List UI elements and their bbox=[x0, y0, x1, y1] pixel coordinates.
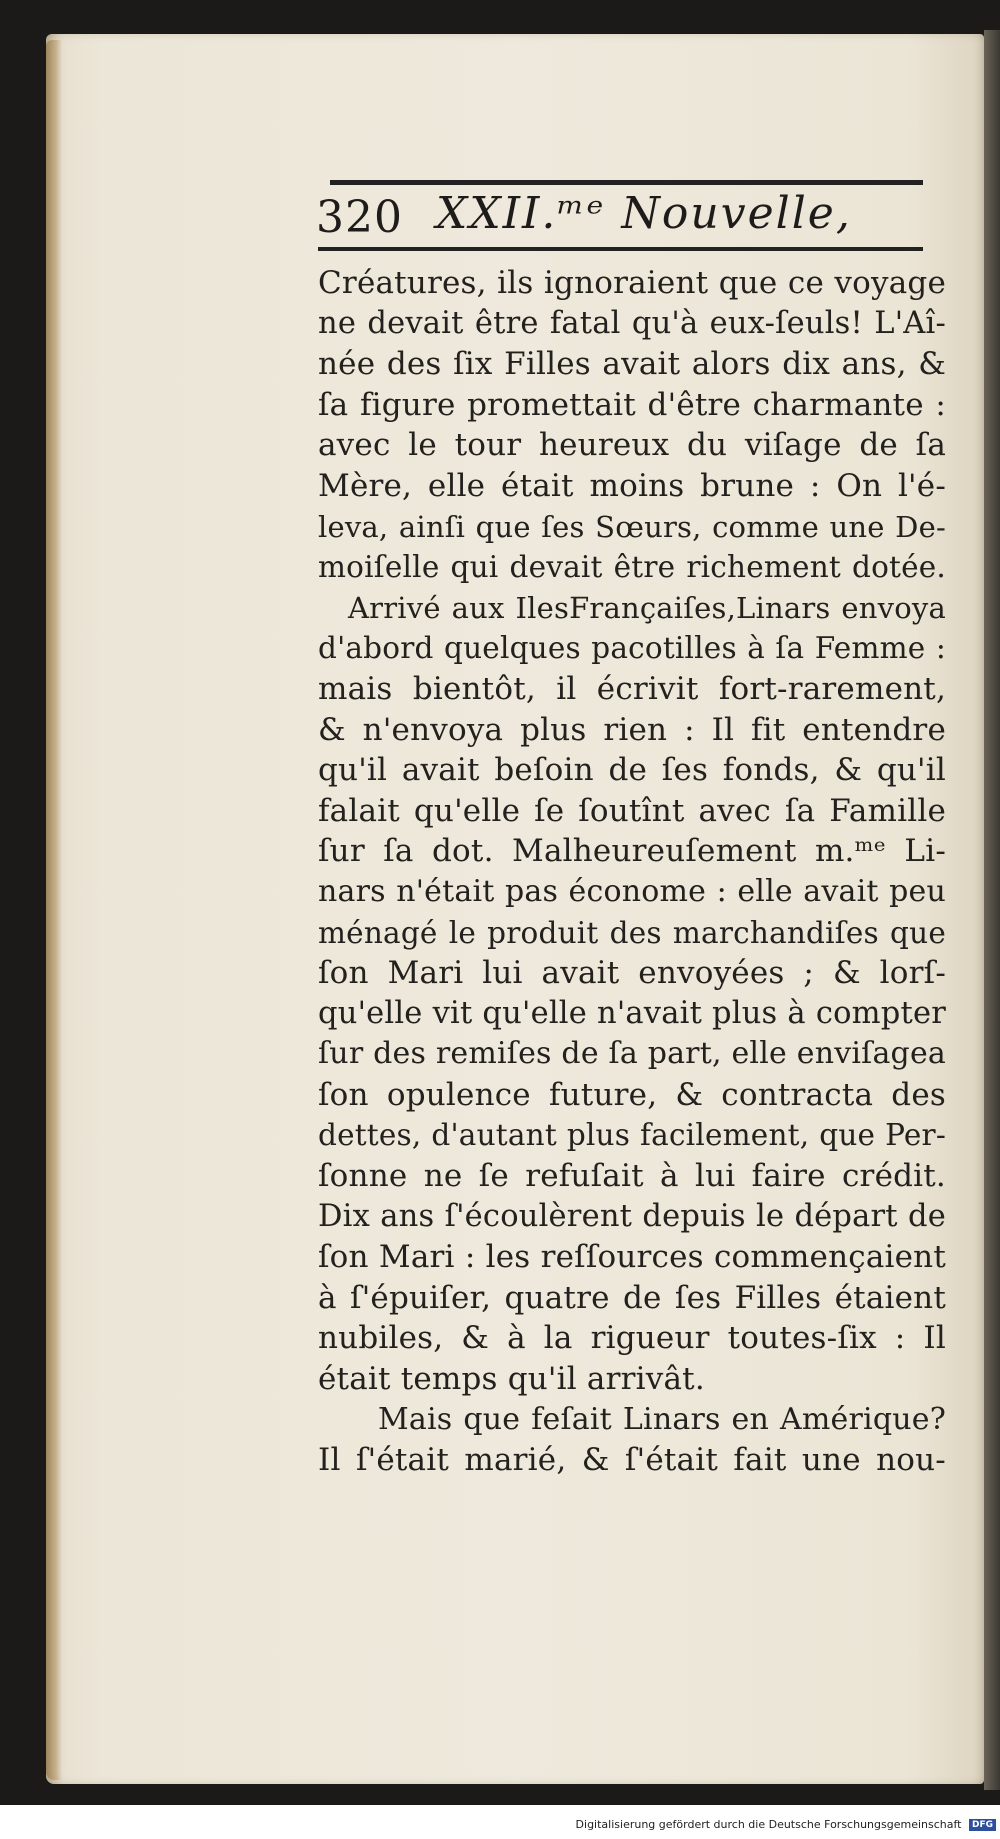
text-line: leva, ainſi que ſes Sœurs, comme une De- bbox=[318, 509, 946, 544]
header-rule-top bbox=[330, 180, 923, 185]
text-line: ménagé le produit des marchandiſes que bbox=[318, 915, 946, 950]
text-line: à ſ'épuiſer, quatre de ſes Filles étaient bbox=[318, 1279, 946, 1316]
credit-text: Digitalisierung gefördert durch die Deutsche Forschungsgemeinschaft bbox=[575, 1818, 962, 1831]
body-text bbox=[318, 263, 946, 1481]
page-gutter-shadow bbox=[46, 40, 62, 1780]
text-line: ne devait être fatal qu'à eux-ſeuls! L'Aî- bbox=[318, 305, 946, 341]
text-line: était temps qu'il arrivât. bbox=[318, 1361, 705, 1398]
running-header bbox=[316, 186, 926, 246]
text-line: ſur ſa dot. Malheureuſement m.ᵐᵉ Li- bbox=[318, 833, 946, 870]
text-line: Arrivé aux IlesFrançaiſes,Linars envoya bbox=[348, 590, 946, 625]
text-line: ſon Mari : les reſſources commençaient bbox=[318, 1239, 946, 1276]
text-line: mais bientôt, il écrivit fort-rarement, bbox=[318, 670, 946, 707]
text-line: née des ſix Filles avait alors dix ans, & bbox=[318, 346, 946, 383]
text-line: & n'envoya plus rien : Il fit entendre bbox=[318, 711, 946, 748]
text-line: Créatures, ils ignoraient que ce voyage bbox=[318, 265, 946, 301]
text-line: Il ſ'était marié, & ſ'était fait une nou- bbox=[318, 1442, 946, 1479]
text-line: moiſelle qui devait être richement dotée. bbox=[318, 550, 946, 585]
text-line: ſonne ne ſe refuſait à lui faire crédit. bbox=[318, 1158, 946, 1195]
book-edge bbox=[984, 30, 1000, 1790]
text-line: qu'elle vit qu'elle n'avait plus à compter bbox=[318, 995, 946, 1031]
text-line: Mais que feſait Linars en Amérique? bbox=[378, 1401, 946, 1437]
text-line: avec le tour heureux du viſage de ſa bbox=[318, 427, 946, 464]
text-line: nubiles, & à la rigueur toutes-ſix : Il bbox=[318, 1320, 946, 1357]
text-line: d'abord quelques pacotilles à ſa Femme : bbox=[318, 631, 946, 666]
text-line: falait qu'elle ſe ſoutînt avec ſa Famille bbox=[318, 792, 946, 829]
text-line: nars n'était pas économe : elle avait peu bbox=[318, 873, 946, 909]
text-line: Dix ans ſ'écoulèrent depuis le départ de bbox=[318, 1198, 946, 1234]
text-line: qu'il avait beſoin de ſes fonds, & qu'il bbox=[318, 752, 946, 789]
running-title: XXII.ᵐᵉ Nouvelle, bbox=[436, 188, 852, 239]
text-line: Mère, elle était moins brune : On l'é- bbox=[318, 467, 946, 504]
text-line: dettes, d'autant plus facilement, que Per- bbox=[318, 1118, 946, 1153]
header-rule-bottom bbox=[318, 247, 923, 251]
dfg-logo: DFG bbox=[969, 1819, 996, 1831]
text-line: ſon opulence future, & contracta des bbox=[318, 1076, 946, 1113]
text-line: ſur des remiſes de ſa part, elle enviſagea bbox=[318, 1036, 946, 1072]
text-line: ſon Mari lui avait envoyées ; & lorſ- bbox=[318, 955, 946, 992]
page-number: 320 bbox=[316, 192, 403, 243]
digitization-credit bbox=[560, 1818, 996, 1836]
text-line: ſa figure promettait d'être charmante : bbox=[318, 386, 946, 423]
